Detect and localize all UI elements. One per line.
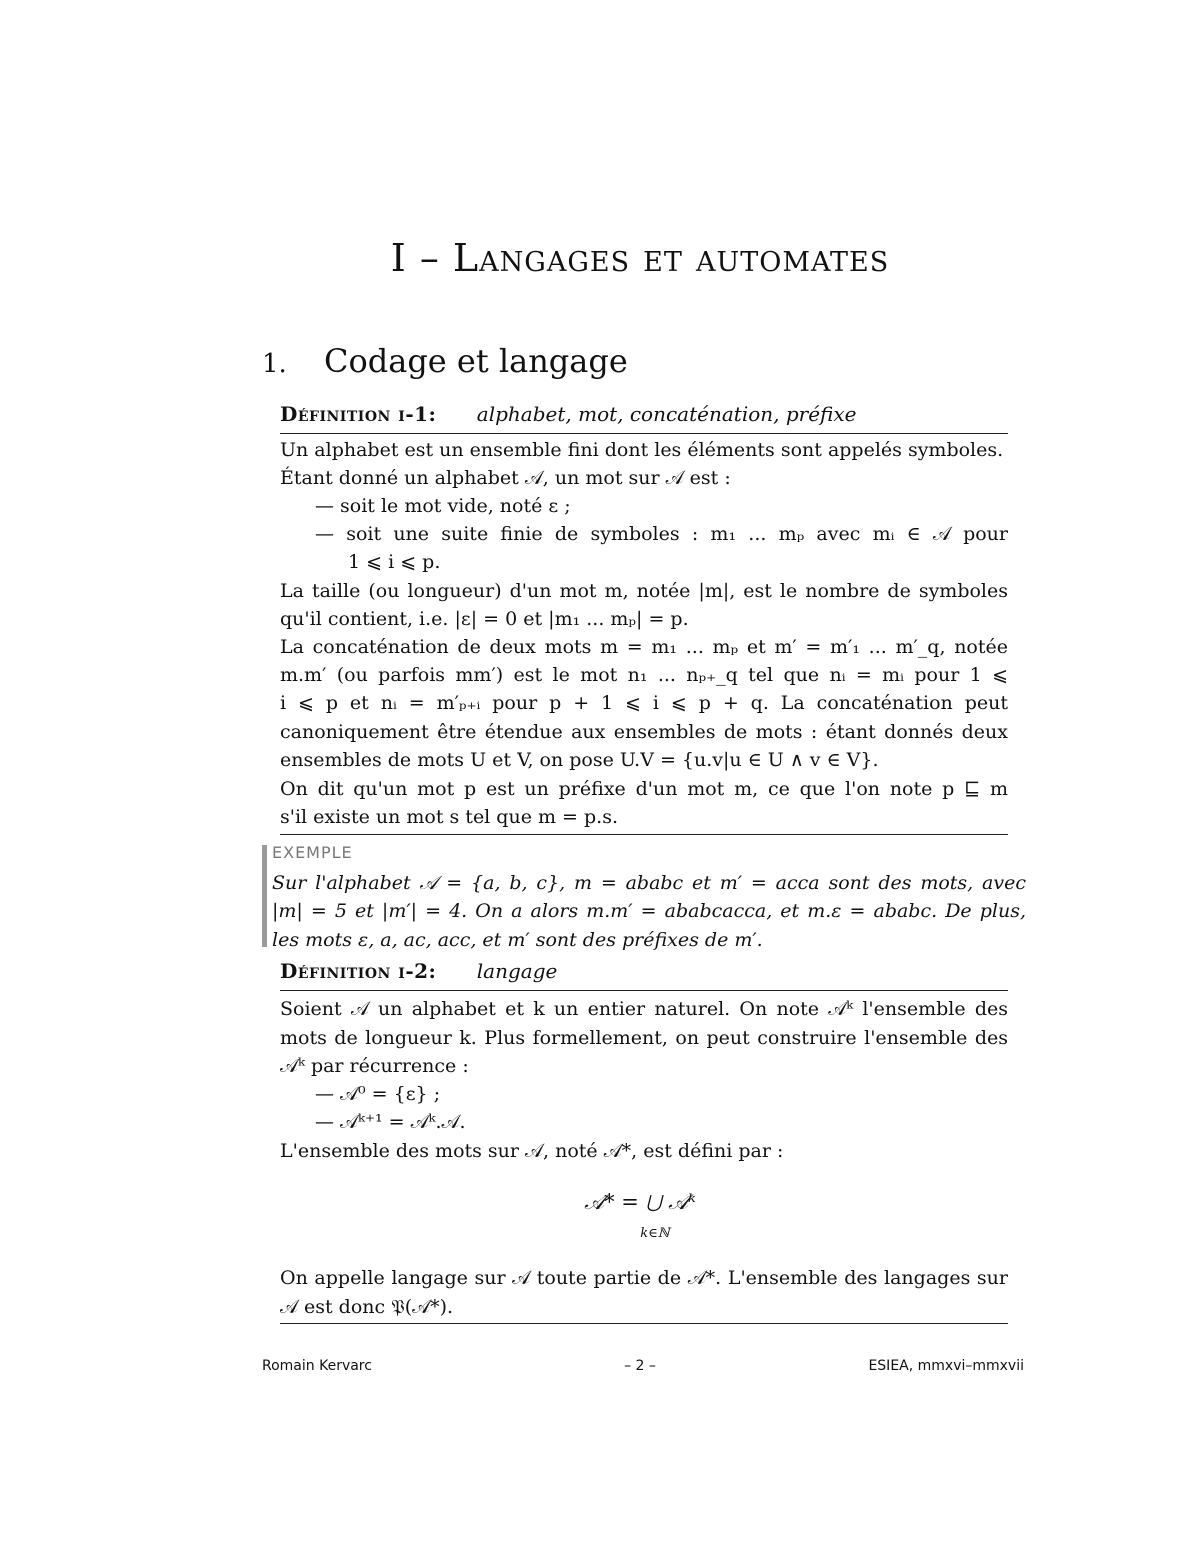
definition-1-line: On dit qu'un mot p est un préfixe d'un mot m, ce que l'on note p ⊑ m xyxy=(280,778,1008,800)
definition-1-line: Étant donné un alphabet 𝒜, un mot sur 𝒜 est : xyxy=(280,467,731,489)
definition-2-top-rule xyxy=(280,990,1008,991)
section-title: Codage et langage xyxy=(324,342,628,380)
definition-1-line: qu'il contient, i.e. |ε| = 0 et |m₁ ... mₚ| = p. xyxy=(280,608,689,630)
definition-2-line: 𝒜 est donc 𝔓(𝒜*). xyxy=(280,1296,454,1318)
footer-institution: ESIEA, mmxvi–mmxvii xyxy=(868,1358,1024,1374)
definition-1-heading xyxy=(280,402,1008,426)
definition-2-bottom-rule xyxy=(280,1323,1008,1324)
definition-1-name: alphabet, mot, concaténation, préfixe xyxy=(476,402,857,426)
definition-2-name: langage xyxy=(476,959,558,983)
definition-1-line: ensembles de mots U et V, on pose U.V = {u.v|u ∈ U ∧ v ∈ V}. xyxy=(280,749,879,771)
footer-author: Romain Kervarc xyxy=(262,1358,372,1374)
definition-1-bottom-rule xyxy=(280,834,1008,835)
definition-1-line: m.m′ (ou parfois mm′) est le mot n₁ ... nₚ₊_q tel que nᵢ = mᵢ pour 1 ⩽ xyxy=(280,664,1008,686)
definition-1-line: s'il existe un mot s tel que m = p.s. xyxy=(280,806,618,828)
definition-1-label: Définition i-1: xyxy=(280,402,437,426)
definition-1-top-rule xyxy=(280,433,1008,434)
definition-1-line: — soit le mot vide, noté ε ; xyxy=(315,495,571,517)
definition-1-line: canoniquement être étendue aux ensembles de mots : étant donnés deux xyxy=(280,721,1008,743)
example-label: EXEMPLE xyxy=(272,843,353,862)
definition-2-line: 𝒜ᵏ par récurrence : xyxy=(280,1055,469,1077)
example-line: les mots ε, a, ac, acc, et m′ sont des préfixes de m′. xyxy=(272,929,763,951)
section-heading xyxy=(262,342,628,380)
definition-1-line: 1 ⩽ i ⩽ p. xyxy=(348,551,441,573)
definition-2-line: — 𝒜⁰ = {ε} ; xyxy=(315,1083,441,1105)
example-sidebar xyxy=(262,845,267,947)
definition-2-line: On appelle langage sur 𝒜 toute partie de 𝒜*. L'ensemble des langages sur xyxy=(280,1267,1008,1289)
definition-2-line: Soient 𝒜 un alphabet et k un entier naturel. On note 𝒜ᵏ l'ensemble des xyxy=(280,998,1008,1020)
definition-2-line: mots de longueur k. Plus formellement, on peut construire l'ensemble des xyxy=(280,1027,1008,1049)
example-line: Sur l'alphabet 𝒜 = {a, b, c}, m = ababc et m′ = acca sont des mots, avec xyxy=(272,872,1026,894)
union-formula-subscript: k∈ℕ xyxy=(640,1226,670,1241)
definition-1-line: — soit une suite finie de symboles : m₁ ... mₚ avec mᵢ ∈ 𝒜 pour xyxy=(315,523,1008,545)
union-formula: 𝒜* = ⋃ 𝒜ᵏ xyxy=(584,1190,696,1214)
footer-page-number: – 2 – xyxy=(624,1358,656,1374)
definition-1-line: La taille (ou longueur) d'un mot m, notée |m|, est le nombre de symboles xyxy=(280,580,1008,602)
definition-2-line: L'ensemble des mots sur 𝒜, noté 𝒜*, est défini par : xyxy=(280,1140,784,1162)
definition-2-heading xyxy=(280,959,1008,983)
definition-1-line: La concaténation de deux mots m = m₁ ... mₚ et m′ = m′₁ ... m′_q, notée xyxy=(280,636,1008,658)
definition-1-line: Un alphabet est un ensemble fini dont les éléments sont appelés symboles. xyxy=(280,439,1004,461)
example-line: |m| = 5 et |m′| = 4. On a alors m.m′ = ababcacca, et m.ε = ababc. De plus, xyxy=(272,900,1026,922)
definition-1-line: i ⩽ p et nᵢ = m′ₚ₊ᵢ pour p + 1 ⩽ i ⩽ p + q. La concaténation peut xyxy=(280,692,1008,714)
definition-2-line: — 𝒜ᵏ⁺¹ = 𝒜ᵏ.𝒜. xyxy=(315,1111,466,1133)
section-number: 1. xyxy=(262,349,287,379)
chapter-title: I – Langages et automates xyxy=(390,236,890,280)
definition-2-label: Définition i-2: xyxy=(280,959,437,983)
